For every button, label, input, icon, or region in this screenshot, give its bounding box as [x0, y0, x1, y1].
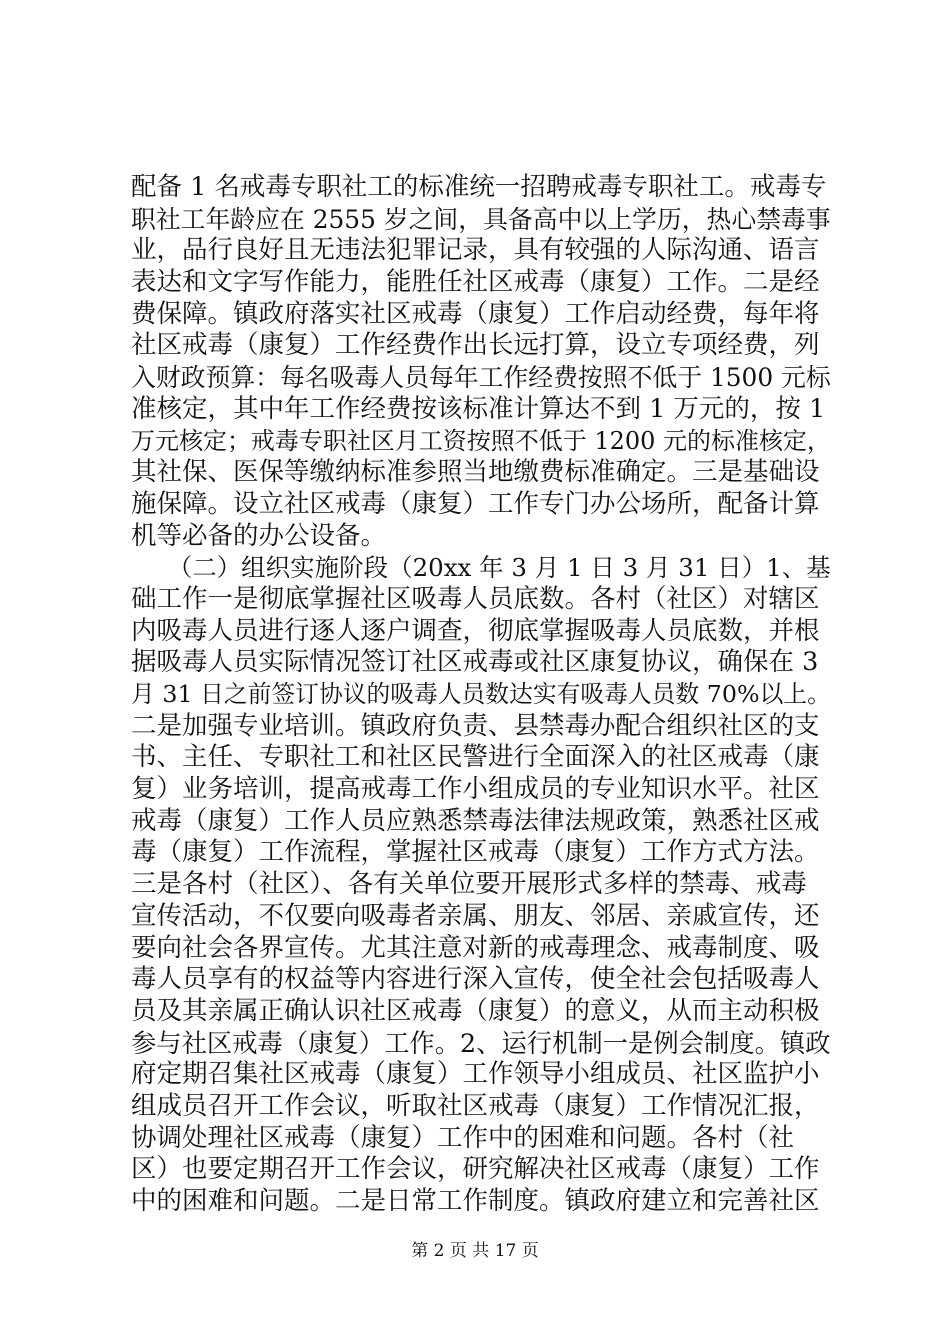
text-line: 准核定，其中年工作经费按该标准计算达不到 1 万元的，按 1 — [131, 393, 826, 424]
text-line: 二是加强专业培训。镇政府负责、县禁毒办配合组织社区的支 — [131, 710, 820, 741]
text-line: 职社工年龄应在 2555 岁之间，具备高中以上学历，热心禁毒事 — [131, 204, 831, 234]
text-line: 宣传活动，不仅要向吸毒者亲属、朋友、邻居、亲戚宣传，还 — [131, 900, 820, 931]
text-line: 配备 1 名戒毒专职社工的标准统一招聘戒毒专职社工。戒毒专 — [131, 172, 827, 202]
text-line: 毒人员享有的权益等内容进行深入宣传，使全社会包括吸毒人 — [131, 964, 820, 995]
text-line: 府定期召集社区戒毒（康复）工作领导小组成员、社区监护小 — [131, 1059, 820, 1090]
text-line: 据吸毒人员实际情况签订社区戒毒或社区康复协议，确保在 3 — [131, 647, 819, 678]
text-line: 要向社会各界宣传。尤其注意对新的戒毒理念、戒毒制度、吸 — [131, 932, 820, 963]
text-line: 书、主任、专职社工和社区民警进行全面深入的社区戒毒（康 — [131, 742, 820, 773]
text-line: 协调处理社区戒毒（康复）工作中的困难和问题。各村（社 — [131, 1122, 795, 1153]
text-line: 区）也要定期召开工作会议，研究解决社区戒毒（康复）工作 — [131, 1154, 820, 1185]
text-line: 中的困难和问题。二是日常工作制度。镇政府建立和完善社区 — [131, 1186, 820, 1216]
text-line: 月 31 日之前签订协议的吸毒人员数达实有吸毒人员数 70%以上。 — [131, 680, 831, 708]
text-line: 社区戒毒（康复）工作经费作出长远打算，设立专项经费，列 — [131, 330, 820, 361]
text-line: 表达和文字写作能力，能胜任社区戒毒（康复）工作。二是经 — [131, 267, 820, 298]
body-text — [131, 172, 831, 1218]
text-line: 参与社区戒毒（康复）工作。2、运行机制一是例会制度。镇政 — [131, 1027, 831, 1058]
text-line: 员及其亲属正确认识社区戒毒（康复）的意义，从而主动积极 — [131, 995, 820, 1026]
page-number-footer: 第 2 页 共 17 页 — [411, 1241, 539, 1261]
text-line: 毒（康复）工作流程，掌握社区戒毒（康复）工作方式方法。 — [131, 837, 820, 868]
text-line: 复）业务培训，提高戒毒工作小组成员的专业知识水平。社区 — [131, 774, 820, 805]
text-line: 戒毒（康复）工作人员应熟悉禁毒法律法规政策，熟悉社区戒 — [131, 805, 820, 836]
text-line: 三是各村（社区）、各有关单位要开展形式多样的禁毒、戒毒 — [131, 869, 807, 900]
text-line: 其社保、医保等缴纳标准参照当地缴费标准确定。三是基础设 — [131, 457, 820, 488]
text-line: 内吸毒人员进行逐人逐户调查，彻底掌握吸毒人员底数，并根 — [131, 615, 820, 646]
text-line: （二）组织实施阶段（20xx 年 3 月 1 日 3 月 31 日）1、基 — [131, 553, 831, 583]
text-line: 万元核定；戒毒专职社区月工资按照不低于 1200 元的标准核定， — [131, 426, 831, 455]
text-line: 组成员召开工作会议，听取社区戒毒（康复）工作情况汇报， — [131, 1090, 820, 1121]
text-line: 入财政预算：每名吸毒人员每年工作经费按照不低于 1500 元标 — [131, 363, 831, 393]
text-line: 费保障。镇政府落实社区戒毒（康复）工作启动经费，每年将 — [131, 298, 820, 329]
text-line: 业，品行良好且无违法犯罪记录，具有较强的人际沟通、语言 — [131, 235, 820, 266]
text-line: 础工作一是彻底掌握社区吸毒人员底数。各村（社区）对辖区 — [131, 583, 820, 614]
text-line: 施保障。设立社区戒毒（康复）工作专门办公场所，配备计算 — [131, 488, 820, 519]
text-line: 机等必备的办公设备。 — [131, 520, 387, 551]
